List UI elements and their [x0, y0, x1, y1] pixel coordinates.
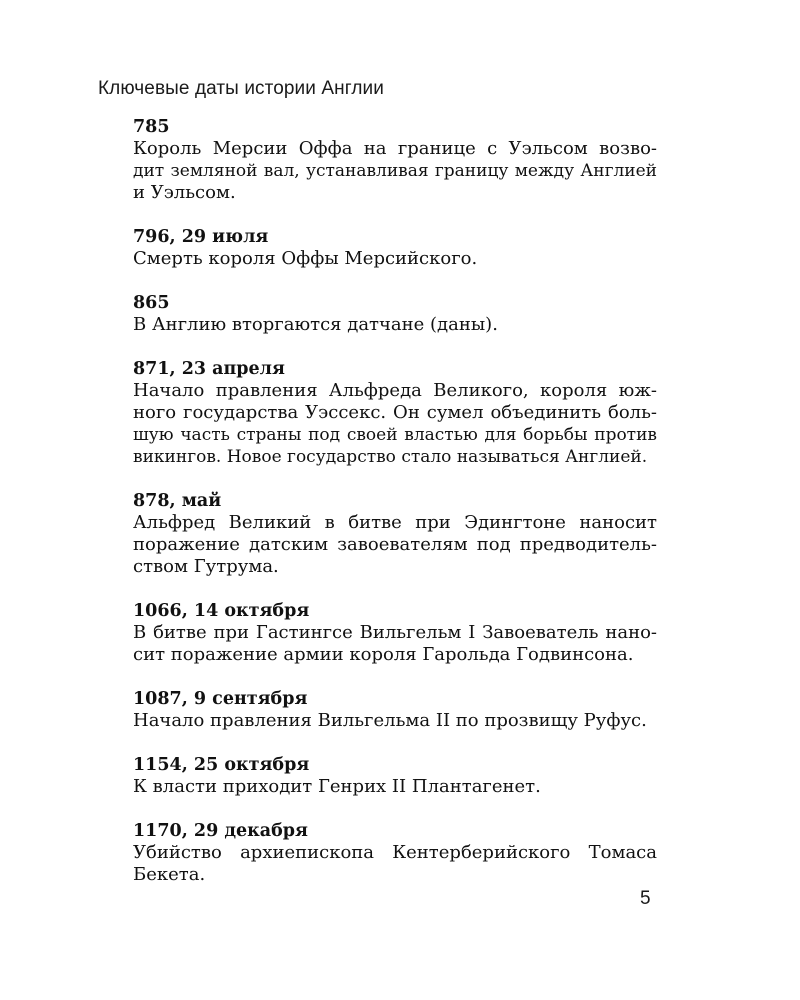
timeline-entry [133, 490, 657, 578]
entry-text-line: Король Мерсии Оффа на границе с Уэльсом возво- [133, 138, 657, 159]
timeline-entry [133, 226, 657, 270]
entry-date: 878, май [133, 491, 222, 511]
entry-text-line: ного государства Уэссекс. Он сумел объединить боль- [133, 402, 657, 423]
entry-text-line: К власти приходит Генрих II Плантагенет. [133, 776, 541, 797]
entry-date: 1087, 9 сентября [133, 689, 308, 709]
entry-text-line: В Англию вторгаются датчане (даны). [133, 314, 498, 335]
timeline-entry [133, 116, 657, 204]
entry-date: 1066, 14 октября [133, 601, 310, 621]
entry-text-line: сит поражение армии короля Гарольда Годвинсона. [133, 644, 634, 665]
entry-date: 865 [133, 293, 170, 313]
timeline-entry [133, 600, 657, 666]
timeline-entry [133, 688, 657, 732]
entry-text-line: Начало правления Вильгельма II по прозвищу Руфус. [133, 710, 647, 731]
timeline-entry [133, 754, 657, 798]
timeline-entry [133, 292, 657, 336]
entry-text-line: В битве при Гастингсе Вильгельм I Завоеватель нано- [133, 622, 657, 643]
entry-text-line: Бекета. [133, 864, 206, 885]
page-number: 5 [640, 888, 651, 909]
entry-text-line: Смерть короля Оффы Мерсийского. [133, 248, 478, 269]
entry-date: 1154, 25 октября [133, 755, 310, 775]
running-header: Ключевые даты истории Англии [98, 78, 384, 99]
entry-text-line: дит земляной вал, устанавливая границу между Англией [133, 161, 657, 181]
timeline-entry [133, 358, 657, 468]
entry-text-line: шую часть страны под своей властью для борьбы против [133, 425, 657, 445]
entry-text-line: Альфред Великий в битве при Эдингтоне наносит [133, 512, 657, 533]
entry-text-line: викингов. Новое государство стало называться Англией. [133, 447, 648, 467]
entry-date: 1170, 29 декабря [133, 821, 308, 841]
entry-text-line: Убийство архиепископа Кентерберийского Томаса [133, 842, 657, 863]
entry-text-line: и Уэльсом. [133, 182, 236, 203]
entry-text-line: Начало правления Альфреда Великого, короля юж- [133, 380, 657, 401]
timeline-entry [133, 820, 657, 886]
entry-text-line: ством Гутрума. [133, 556, 279, 577]
entry-date: 871, 23 апреля [133, 359, 285, 379]
entry-text-line: поражение датским завоевателям под предводитель- [133, 534, 657, 555]
entry-date: 785 [133, 117, 170, 137]
entry-date: 796, 29 июля [133, 227, 269, 247]
